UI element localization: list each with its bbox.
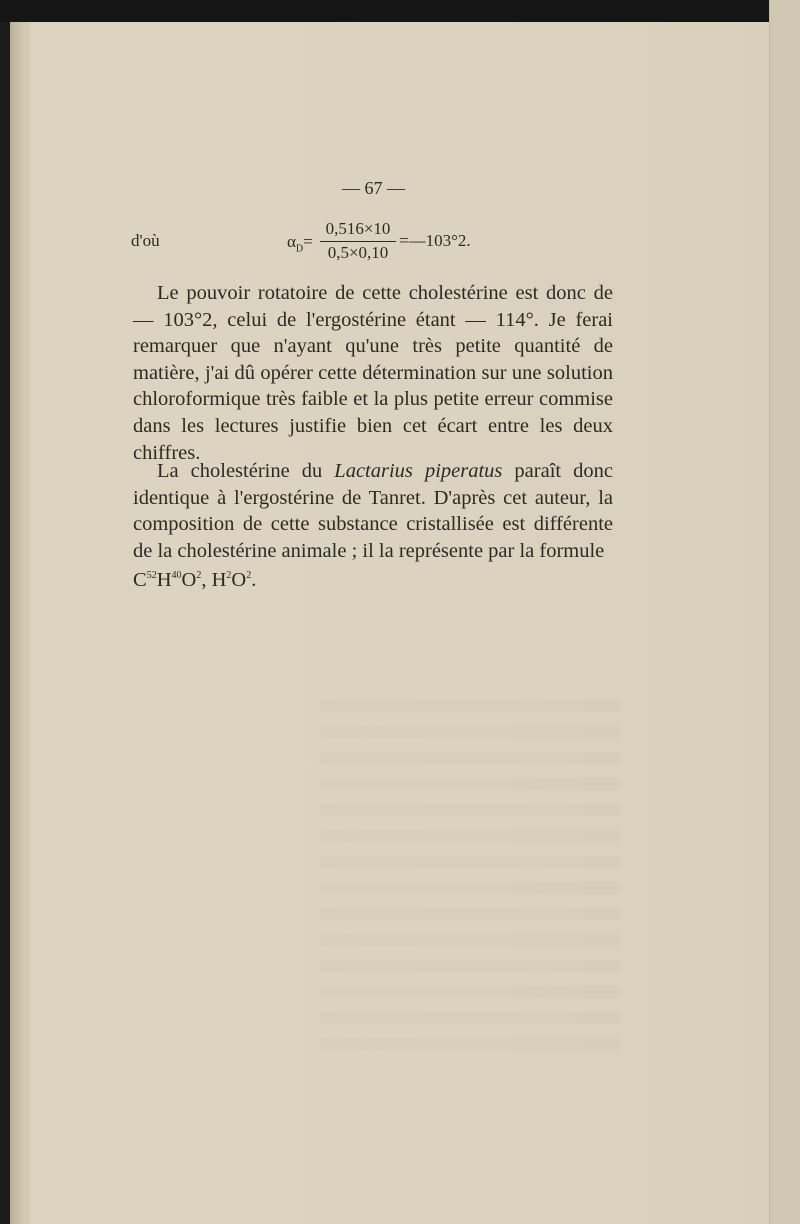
equation-lead: d'où xyxy=(131,231,160,250)
formula-o-count: 2 xyxy=(196,570,202,581)
fraction-denominator: 0,5×0,10 xyxy=(327,243,389,262)
formula-o2: O xyxy=(231,568,247,591)
page-edge xyxy=(769,0,800,1224)
equation-result: =—103°2. xyxy=(399,231,471,250)
formula-o2-count: 2 xyxy=(246,570,252,581)
paragraph-cholesterine xyxy=(133,458,613,564)
alpha-subscript: D xyxy=(295,243,304,255)
scan-top-border xyxy=(0,0,800,22)
formula-c: C xyxy=(133,568,147,591)
fraction-numerator: 0,516×10 xyxy=(325,219,391,238)
formula-separator: , xyxy=(201,568,212,591)
formula-c-count: 52 xyxy=(146,570,157,581)
paragraph-text-start: La cholestérine du xyxy=(157,460,335,482)
paragraph-text-end: paraît donc identique à l'ergostérine de Tanret. D'après cet auteur, la composition de cette substance cristallisée est différente de la cholestérine animale ; il la représente par la formule xyxy=(133,460,613,562)
chemical-formula xyxy=(133,563,256,593)
formula-end: . xyxy=(251,568,257,591)
formula-h-count: 40 xyxy=(171,570,182,581)
formula-o: O xyxy=(181,568,197,591)
equation-symbol xyxy=(287,232,313,254)
fraction-bar xyxy=(320,241,396,242)
equals-sign: = xyxy=(303,232,313,251)
equation-fraction xyxy=(320,219,396,265)
alpha-symbol: α xyxy=(287,232,296,251)
paragraph-rotatory-power: Le pouvoir rotatoire de cette cholestérine est donc de — 103°2, celui de l'ergostérine étant — 114°. Je ferai remarquer que n'ayant qu'une très petite quantité de matière, j'ai dû opérer cette détermination sur une solution chloroformique très faible et la plus petite erreur commise dans les lectures justifie bien cet écart entre les deux chiffres. xyxy=(133,282,613,464)
formula-h2-count: 2 xyxy=(226,570,232,581)
page-gutter xyxy=(10,22,30,1224)
formula-h: H xyxy=(156,568,172,591)
show-through-text xyxy=(320,690,620,1050)
species-name: Lactarius piperatus xyxy=(334,460,503,482)
page-number: — 67 — xyxy=(342,178,405,198)
formula-h2: H xyxy=(211,568,227,591)
